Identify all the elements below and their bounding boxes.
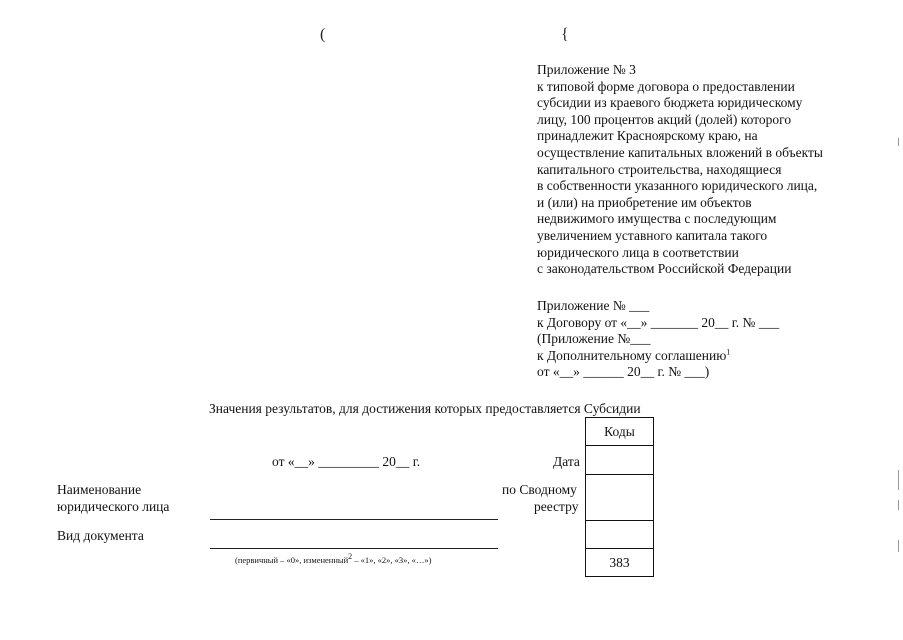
document-type-hint-a: (первичный – «0», измененный xyxy=(235,555,349,565)
contract-reference: к Договору от «__» _______ 20__ г. № ___ xyxy=(537,314,780,330)
footnote-2-mark: 2 xyxy=(348,552,353,562)
document-type-field-line[interactable] xyxy=(210,548,498,549)
supplementary-agreement-date: от «__» ______ 20__ г. № ___) xyxy=(537,364,710,380)
appendix-description-line: в собственности указанного юридического лица, xyxy=(537,178,818,194)
appendix-description-line: лицу, 100 процентов акций (долей) которого xyxy=(537,111,792,127)
org-name-field-line[interactable] xyxy=(210,519,498,520)
appendix-description-line: субсидии из краевого бюджета юридическому xyxy=(537,95,803,111)
supplementary-agreement-line xyxy=(537,348,857,365)
form-title: Значения результатов, для достижения которых предоставляется Субсидии xyxy=(209,401,641,416)
code-registry-cell[interactable] xyxy=(586,475,654,521)
attachment-number: Приложение № ___ xyxy=(537,298,650,313)
appendix-title: Приложение № 3 xyxy=(537,62,636,77)
appendix-description-line: к типовой форме договора о предоставлении xyxy=(537,78,795,94)
appendix-description-line: юридического лица в соответствии xyxy=(537,244,739,260)
scan-mark xyxy=(898,540,899,552)
registry-label-line2: реестру xyxy=(534,499,579,514)
footnote-1-mark: 1 xyxy=(726,347,731,357)
appendix-description-line: увеличением уставного капитала такого xyxy=(537,227,768,243)
date-label: Дата xyxy=(553,454,580,469)
document-type-hint-b: – «1», «2», «3», «…») xyxy=(352,555,432,565)
code-date-cell[interactable] xyxy=(586,446,654,475)
document-type-label: Вид документа xyxy=(57,528,144,543)
org-name-label-line2: юридического лица xyxy=(57,499,170,514)
document-type-hint xyxy=(235,552,432,565)
attachment-reference xyxy=(537,298,857,381)
attachment-number-alt: (Приложение №___ xyxy=(537,331,651,347)
appendix-description-line: с законодательством Российской Федерации xyxy=(537,261,792,277)
opening-parenthesis-mark: ( xyxy=(320,26,326,43)
appendix-description-line: недвижимого имущества с последующим xyxy=(537,211,777,227)
supplementary-agreement-text: к Дополнительному соглашению xyxy=(537,347,727,363)
registry-label-line1: по Сводному xyxy=(502,482,577,497)
scan-mark xyxy=(898,500,899,510)
code-document-type-cell: 383 xyxy=(586,549,654,577)
form-date-line: от «__» _________ 20__ г. xyxy=(272,454,421,469)
appendix-description-line: осуществление капитальных вложений в объекты xyxy=(537,144,824,160)
codes-table xyxy=(585,417,654,577)
code-blank-cell[interactable] xyxy=(586,521,654,549)
appendix-description-line: принадлежит Красноярскому краю, на xyxy=(537,128,758,144)
opening-brace-mark: { xyxy=(561,26,569,43)
scan-mark xyxy=(898,138,899,146)
appendix-description-line: капитального строительства, находящиеся xyxy=(537,161,782,177)
appendix-description-line: и (или) на приобретение им объектов xyxy=(537,194,752,210)
scan-mark xyxy=(898,470,899,490)
org-name-label-line1: Наименование xyxy=(57,482,142,497)
codes-header: Коды xyxy=(586,418,654,446)
appendix-header xyxy=(537,62,867,278)
